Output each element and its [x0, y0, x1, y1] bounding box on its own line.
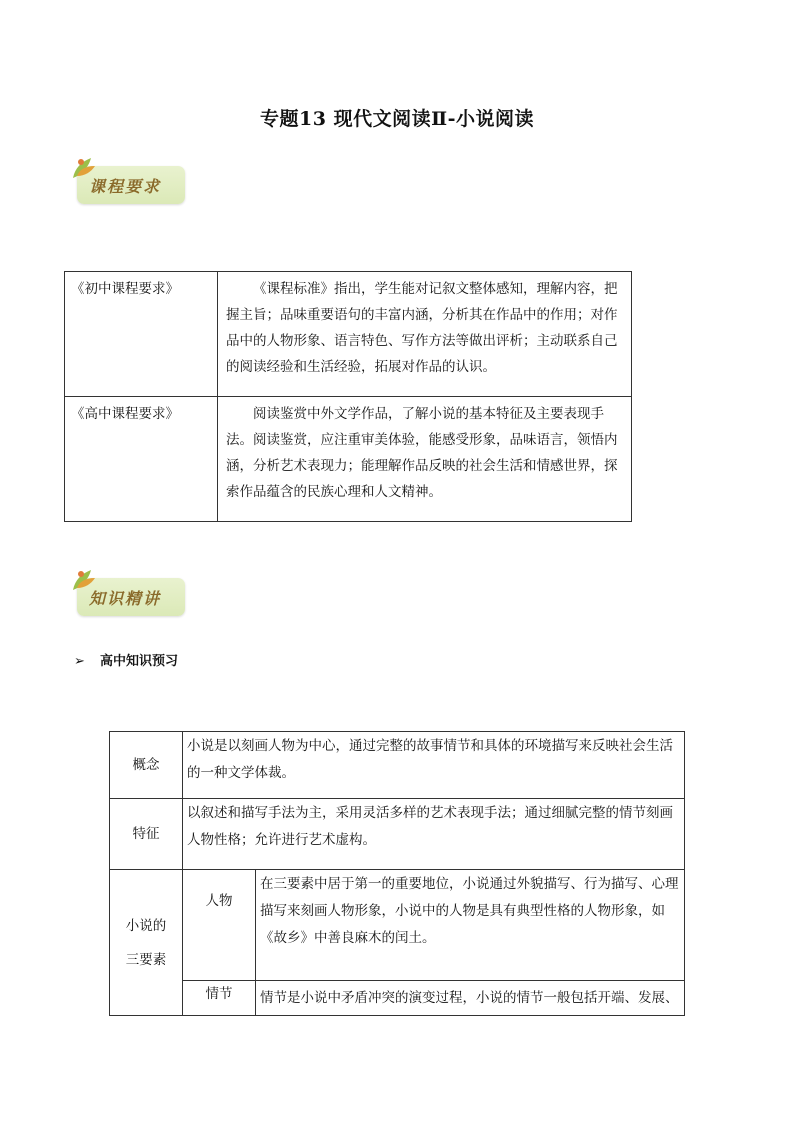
section-heading-text: 高中知识预习: [100, 654, 179, 669]
table-row: [110, 870, 685, 981]
feature-label: 特征: [110, 799, 183, 870]
character-label: 人物: [183, 870, 256, 981]
elements-label: [110, 870, 183, 1016]
knowledge-table: [109, 731, 685, 1016]
character-text: 在三要素中居于第一的重要地位，小说通过外貌描写、行为描写、心理描写来刻画人物形象，小说中的人物是具有典型性格的人物形象，如《故乡》中善良麻木的闰土。: [256, 870, 685, 981]
requirements-table: [64, 271, 632, 522]
knowledge-label: 知识精讲: [89, 589, 162, 608]
requirement-key: 《高中课程要求》: [65, 397, 218, 522]
elements-label-line: 小说的: [125, 917, 167, 934]
table-row: [65, 397, 632, 522]
plot-label: 情节: [183, 981, 256, 1016]
section-heading: [74, 650, 178, 669]
arrow-bullet-icon: ➢: [74, 654, 85, 669]
requirement-key: 《初中课程要求》: [65, 272, 218, 397]
feature-text: 以叙述和描写手法为主，采用灵活多样的艺术表现手法；通过细腻完整的情节刻画人物性格；允许进行艺术虚构。: [183, 799, 685, 870]
concept-label: 概念: [110, 732, 183, 799]
table-row: [65, 272, 632, 397]
table-row: [110, 981, 685, 1016]
elements-label-line: 三要素: [125, 951, 167, 968]
page-title: 专题13 现代文阅读Ⅱ-小说阅读: [260, 108, 534, 130]
course-requirements-badge: [77, 166, 185, 204]
knowledge-badge: [77, 578, 185, 616]
table-row: [110, 732, 685, 799]
plot-text: 情节是小说中矛盾冲突的演变过程，小说的情节一般包括开端、发展、: [256, 981, 685, 1016]
requirement-text: 《课程标准》指出，学生能对记叙文整体感知，理解内容，把握主旨；品味重要语句的丰富内涵，分析其在作品中的作用；对作品中的人物形象、语言特色、写作方法等做出评析；主动联系自己的阅读经验和生活经验，拓展对作品的认识。: [218, 272, 632, 397]
requirement-text: 阅读鉴赏中外文学作品，了解小说的基本特征及主要表现手法。阅读鉴赏，应注重审美体验，能感受形象，品味语言，领悟内涵，分析艺术表现力；能理解作品反映的社会生活和情感世界，探索作品蕴含的民族心理和人文精神。: [218, 397, 632, 522]
table-row: [110, 799, 685, 870]
concept-text: 小说是以刻画人物为中心，通过完整的故事情节和具体的环境描写来反映社会生活的一种文学体裁。: [183, 732, 685, 799]
course-requirements-label: 课程要求: [89, 177, 162, 196]
